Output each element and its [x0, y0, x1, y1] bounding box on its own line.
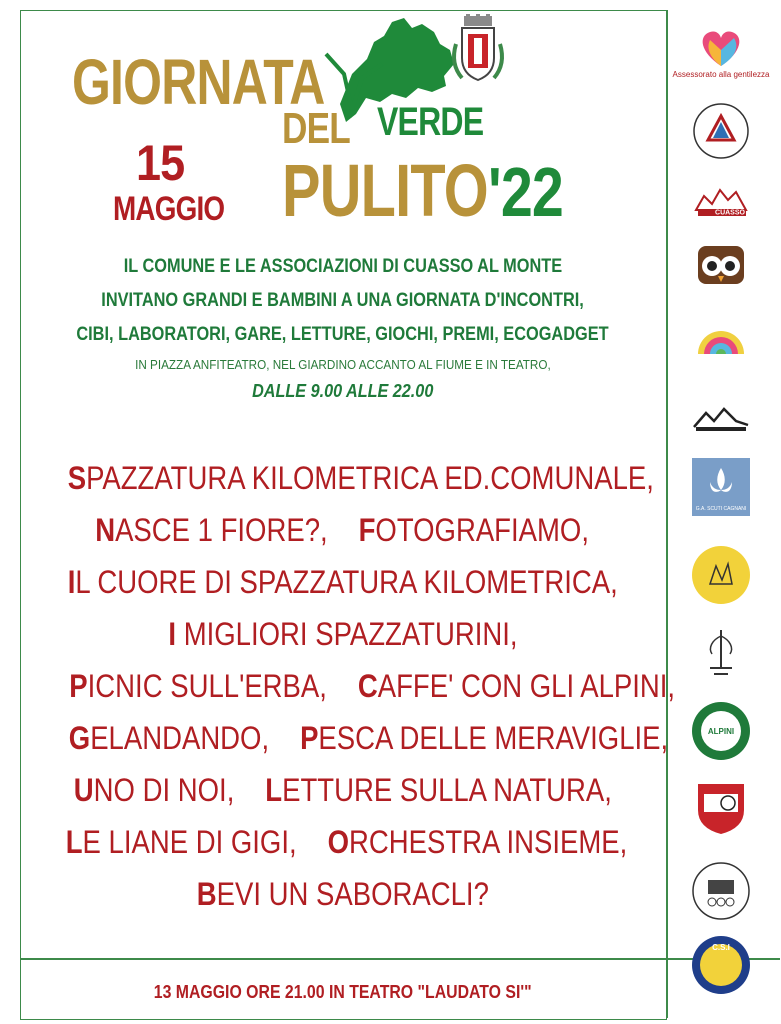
- intro-line-1: IL COMUNE E LE ASSOCIAZIONI DI CUASSO AL MONTE: [123, 256, 562, 277]
- municipal-crest-icon: [448, 14, 508, 86]
- program-item: [96, 504, 328, 556]
- title-giornata: GIORNATA: [72, 46, 325, 118]
- program-item: [168, 608, 517, 660]
- program-item-initial: U: [73, 772, 94, 808]
- program-item: [69, 660, 327, 712]
- title-verde: VERDE: [377, 100, 484, 144]
- program-item-initial: I: [167, 616, 176, 652]
- program-item: [300, 712, 668, 764]
- program-item: [66, 816, 297, 868]
- program-item: [265, 764, 612, 816]
- program-item-initial: F: [359, 512, 376, 548]
- program-item: [328, 816, 628, 868]
- program-line: [20, 504, 665, 556]
- program-item-text: PAZZATURA KILOMETRICA ED.COMUNALE,: [86, 460, 654, 496]
- title-del: DEL: [282, 104, 350, 153]
- program-item-initial: N: [95, 512, 116, 548]
- footer-note: 13 MAGGIO ORE 21.00 IN TEATRO "LAUDATO SI'": [153, 982, 532, 1002]
- program-line: [20, 452, 665, 504]
- program-item-text: MIGLIORI SPAZZATURINI,: [175, 616, 518, 652]
- logo-caption: CUASSO: [715, 209, 745, 217]
- program-item-initial: S: [67, 460, 87, 496]
- program-item-text: ICNIC SULL'ERBA,: [87, 668, 327, 704]
- program-item-text: NO DI NOI,: [93, 772, 234, 808]
- program-item-initial: C: [357, 668, 378, 704]
- program-line: [20, 660, 676, 712]
- program-item-initial: L: [264, 772, 282, 808]
- mountains-logo-icon: [690, 395, 752, 457]
- alpini-logo-icon: [690, 700, 752, 762]
- football-shield-icon: [690, 776, 752, 838]
- event-location: IN PIAZZA ANFITEATRO, NEL GIARDINO ACCANTO AL FIUME E IN TEATRO,: [134, 357, 551, 372]
- program-item-text: ESCA DELLE MERAVIGLIE,: [318, 720, 669, 756]
- logo-caption: Assessorato alla gentilezza: [672, 70, 770, 79]
- program-item-text: RCHESTRA INSIEME,: [348, 824, 628, 860]
- event-hours: DALLE 9.00 ALLE 22.00: [251, 381, 434, 401]
- program-item-initial: I: [67, 564, 76, 600]
- program-item-text: L CUORE DI SPAZZATURA KILOMETRICA,: [75, 564, 618, 600]
- logo-caption: ALPINI: [707, 727, 735, 736]
- program-item-text: ELANDANDO,: [90, 720, 270, 756]
- program-line: [20, 608, 665, 660]
- program-item-text: EVI UN SABORACLI?: [216, 876, 489, 912]
- program-item-initial: B: [196, 876, 217, 912]
- program-line: [20, 764, 665, 816]
- cuasso-logo-icon: [690, 170, 752, 232]
- sport-union-icon: [690, 860, 752, 922]
- program-item: [68, 452, 654, 504]
- program-item: [196, 868, 488, 920]
- civil-protection-icon: [690, 100, 752, 162]
- program-item-initial: O: [327, 824, 349, 860]
- program-item-initial: G: [68, 720, 91, 756]
- program-line: [20, 868, 665, 920]
- program-item: [69, 712, 269, 764]
- csi-logo-icon: [690, 934, 752, 996]
- program-item: [358, 660, 675, 712]
- intro-line-3: CIBI, LABORATORI, GARE, LETTURE, GIOCHI, PREMI, ECOGADGET: [76, 324, 609, 345]
- program-item-initial: L: [65, 824, 83, 860]
- program-item-text: OTOGRAFIAMO,: [375, 512, 590, 548]
- program-list: [20, 452, 676, 920]
- program-item-text: E LIANE DI GIGI,: [82, 824, 297, 860]
- program-item-text: ASCE 1 FIORE?,: [115, 512, 329, 548]
- program-item: [73, 764, 234, 816]
- program-item-initial: P: [69, 668, 88, 704]
- fountain-logo-icon: [690, 622, 752, 684]
- event-month: MAGGIO: [113, 190, 225, 228]
- program-item: [68, 556, 618, 608]
- intro-line-2: INVITANO GRANDI E BAMBINI A UNA GIORNATA D'INCONTRI,: [101, 290, 584, 311]
- event-day: 15: [136, 135, 185, 191]
- logo-caption: G.A. SCUTI CAGNANI: [695, 506, 747, 512]
- fleur-de-lis-icon: [690, 456, 752, 518]
- yellow-circle-logo-icon: [690, 544, 752, 606]
- program-item: [359, 504, 589, 556]
- logo-caption: C.S.I: [712, 943, 730, 952]
- owl-logo-icon: [690, 236, 752, 298]
- program-line: [20, 556, 665, 608]
- heart-logo-icon: [672, 22, 770, 84]
- title-pulito: PULITO: [282, 149, 488, 232]
- program-line: [20, 816, 665, 868]
- title-year: '22: [488, 153, 564, 231]
- program-item-text: ETTURE SULLA NATURA,: [281, 772, 612, 808]
- rainbow-umbrella-icon: [690, 316, 752, 378]
- program-item-initial: P: [300, 720, 319, 756]
- program-item-text: AFFE' CON GLI ALPINI,: [377, 668, 676, 704]
- program-line: [20, 712, 669, 764]
